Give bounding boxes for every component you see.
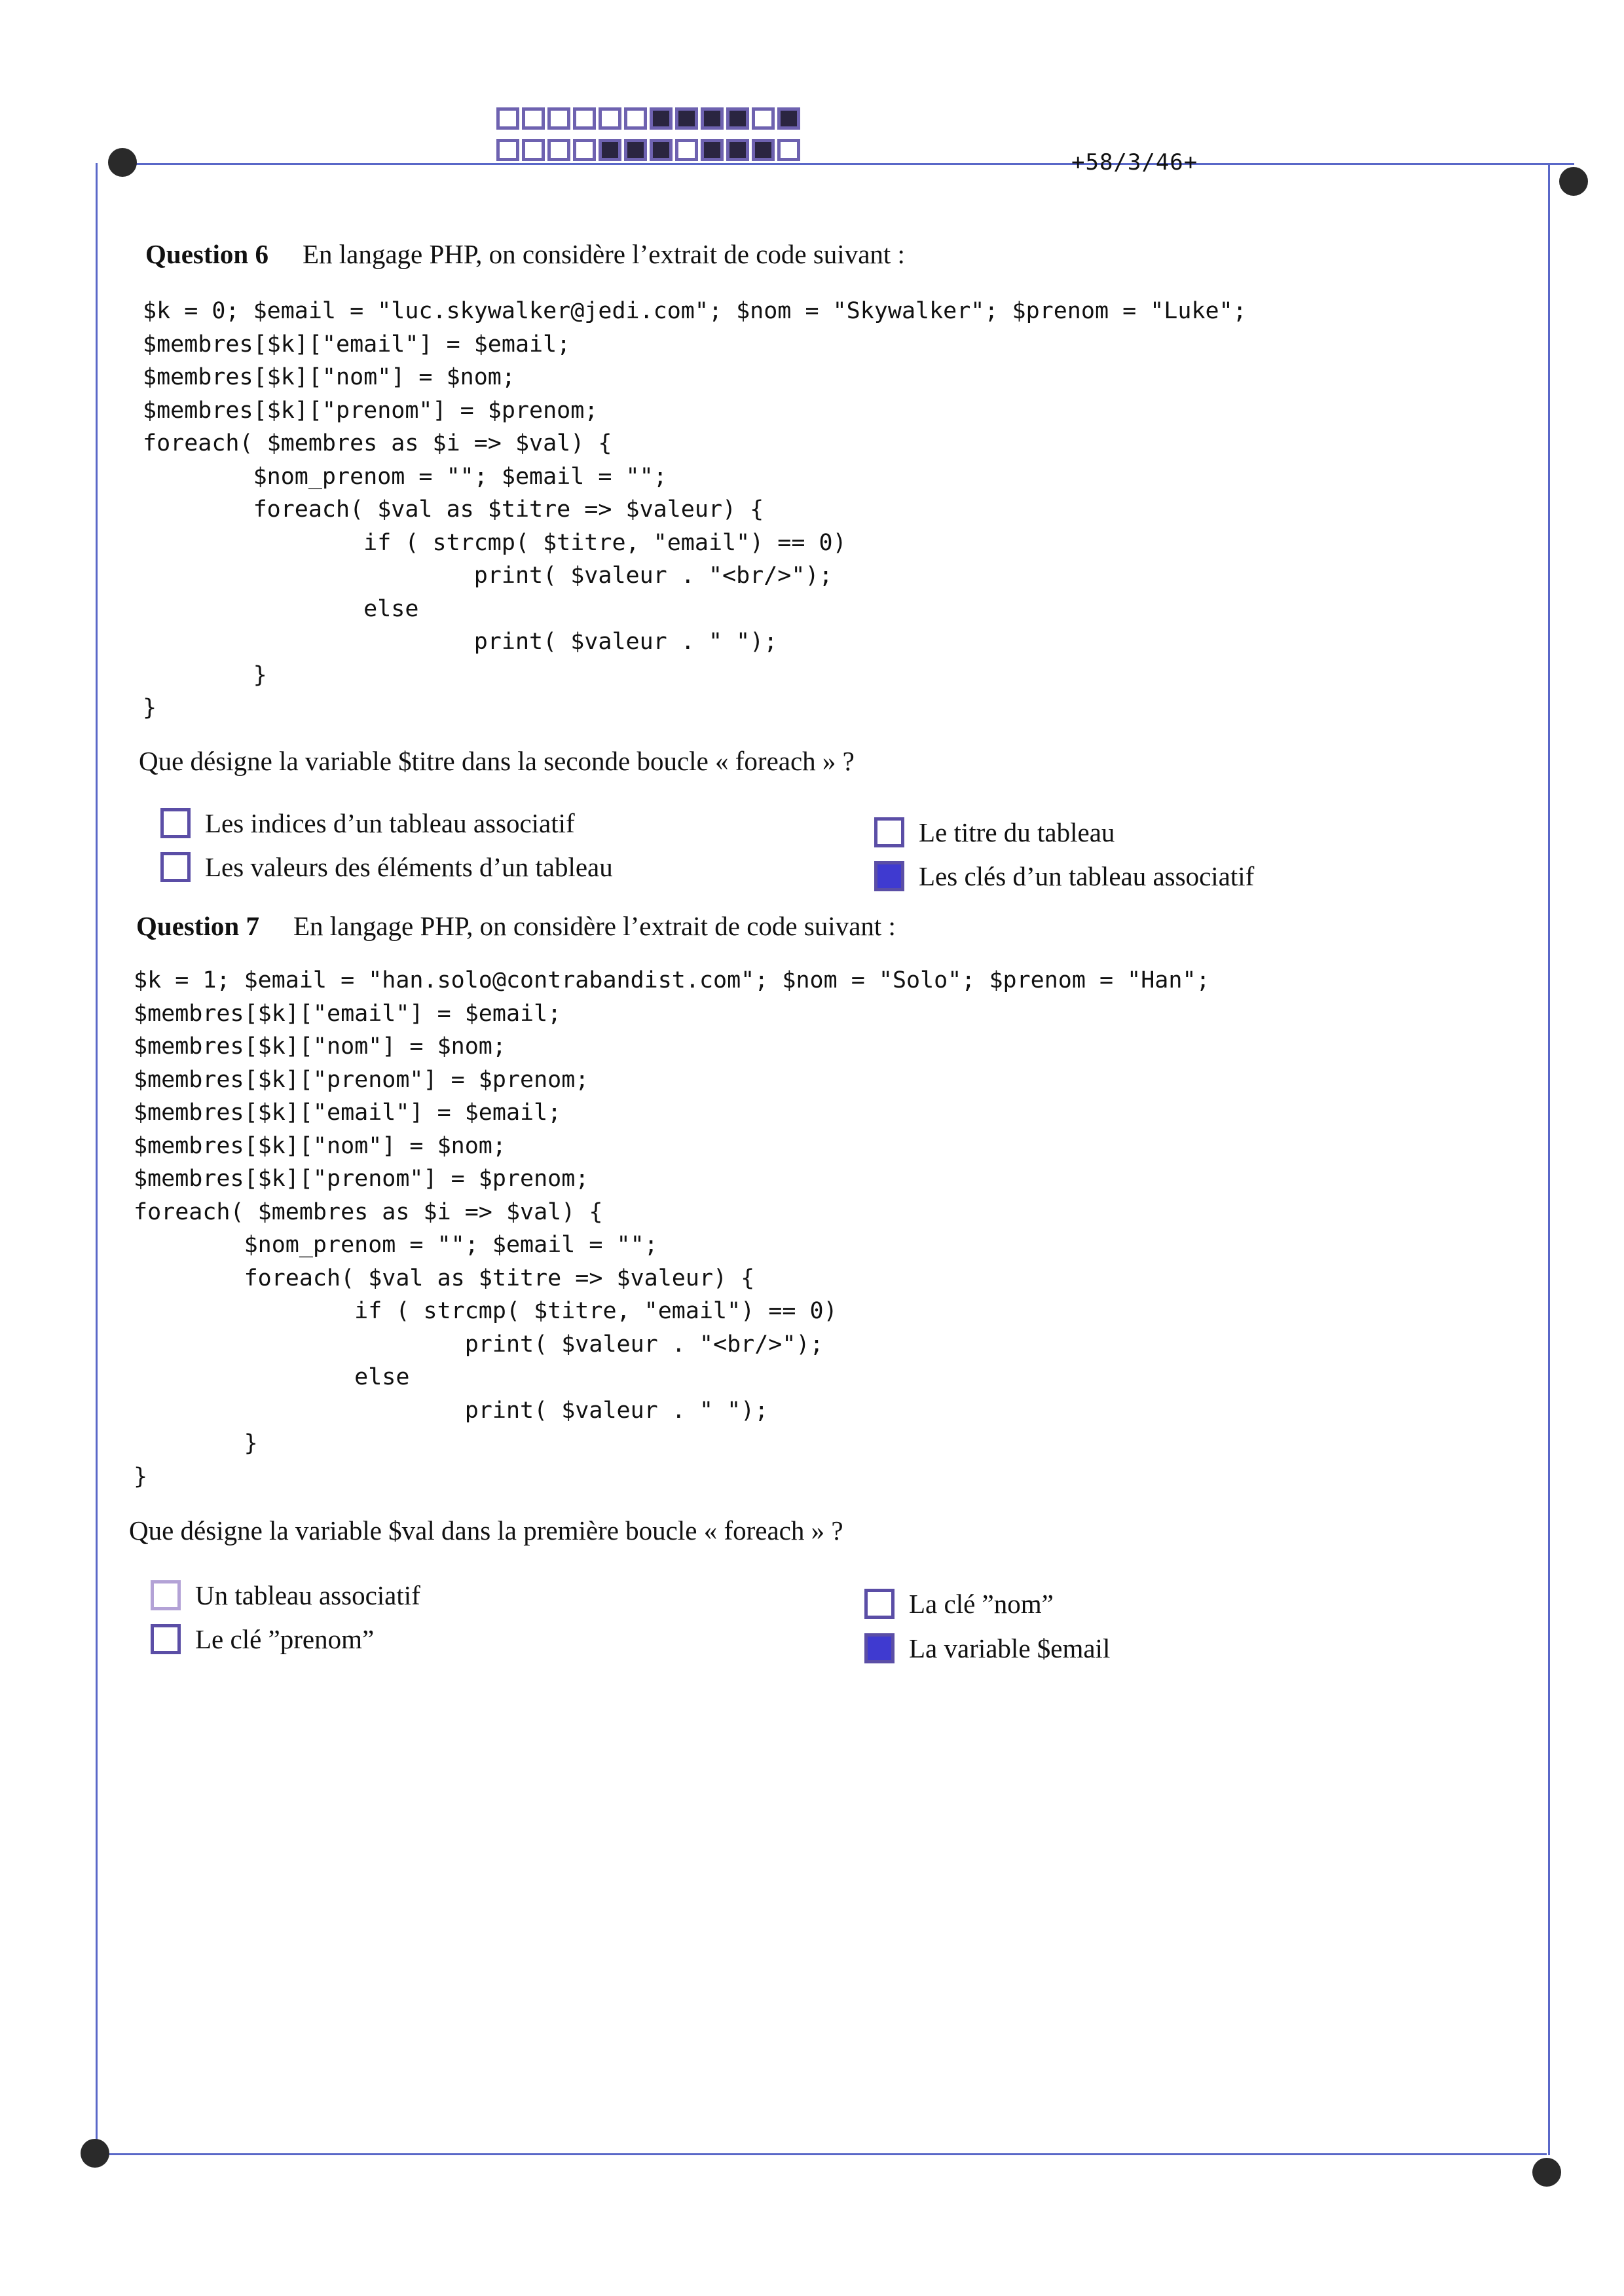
question-6-label: Question 6: [145, 239, 268, 269]
frame-left: [96, 163, 98, 2155]
answer-checkbox[interactable]: [864, 1589, 895, 1619]
question-7-intro: En langage PHP, on considère l’extrait de code suivant :: [293, 911, 896, 941]
question-6-answer-4[interactable]: [874, 861, 1254, 892]
corner-marker-top-right: [1559, 167, 1588, 196]
answer-label: Les clés d’un tableau associatif: [919, 861, 1255, 891]
answer-checkbox-checked[interactable]: [864, 1633, 895, 1663]
question-6-prompt: Que désigne la variable $titre dans la seconde boucle « foreach » ?: [139, 746, 855, 776]
answer-checkbox[interactable]: [160, 852, 191, 882]
question-7-answer-2[interactable]: [151, 1623, 374, 1655]
frame-right: [1548, 163, 1550, 2155]
page-id: +58/3/46+: [1071, 149, 1198, 176]
page-barcode-row-2: [496, 139, 803, 161]
answer-checkbox[interactable]: [151, 1580, 181, 1610]
answer-checkbox[interactable]: [151, 1624, 181, 1654]
answer-checkbox[interactable]: [160, 808, 191, 838]
corner-marker-bottom-left: [81, 2139, 109, 2168]
answer-label: Les indices d’un tableau associatif: [205, 808, 575, 838]
answer-checkbox-checked[interactable]: [874, 861, 904, 891]
page-barcode-row-1: [496, 107, 803, 130]
question-7-label: Question 7: [136, 911, 259, 941]
answer-label: Le titre du tableau: [919, 817, 1115, 847]
answer-label: La clé ”nom”: [909, 1589, 1054, 1619]
question-6-code: $k = 0; $email = "luc.skywalker@jedi.com"; $nom = "Skywalker"; $prenom = "Luke"; $membres[$k]["email"] = $email; $membres[$k]["nom"] = $nom; $membres[$k]["prenom"] = $prenom; foreach( $membres as $i => $val) { $nom_prenom = ""; $email = ""; foreach( $val as $titre => $valeur) { if ( strcmp( $titre, "email") == 0) print( $valeur . "<br/>"); else print( $valeur . " "); } }: [143, 298, 1247, 721]
answer-label: Un tableau associatif: [195, 1580, 420, 1610]
question-7-prompt: Que désigne la variable $val dans la première boucle « foreach » ?: [129, 1515, 843, 1546]
corner-marker-bottom-right: [1532, 2158, 1561, 2187]
answer-label: Le clé ”prenom”: [195, 1624, 375, 1654]
question-6-intro: En langage PHP, on considère l’extrait de code suivant :: [302, 239, 905, 269]
corner-marker-top-left: [108, 148, 137, 177]
question-7-heading: [136, 910, 896, 942]
question-6-answer-3[interactable]: [874, 817, 1115, 848]
question-7-code: $k = 1; $email = "han.solo@contrabandist.com"; $nom = "Solo"; $prenom = "Han"; $membres[$k]["email"] = $email; $membres[$k]["nom"] = $nom; $membres[$k]["prenom"] = $prenom; $membres[$k]["email"] = $email; $membres[$k]["nom"] = $nom; $membres[$k]["prenom"] = $prenom; foreach( $membres as $i => $val) { $nom_prenom = ""; $email = ""; foreach( $val as $titre => $valeur) { if ( strcmp( $titre, "email") == 0) print( $valeur . "<br/>"); else print( $valeur . " "); } }: [134, 967, 1210, 1490]
question-7-answer-3[interactable]: [864, 1588, 1054, 1620]
question-6-answer-1[interactable]: [160, 807, 575, 839]
question-6-answer-2[interactable]: [160, 851, 613, 883]
frame-bottom: [96, 2153, 1547, 2155]
question-7-answer-1[interactable]: [151, 1580, 420, 1611]
answer-label: La variable $email: [909, 1633, 1111, 1663]
frame-top: [122, 163, 1574, 165]
answer-label: Les valeurs des éléments d’un tableau: [205, 852, 613, 882]
question-7-answer-4[interactable]: [864, 1633, 1110, 1664]
question-6-heading: [145, 238, 905, 270]
answer-checkbox[interactable]: [874, 817, 904, 847]
